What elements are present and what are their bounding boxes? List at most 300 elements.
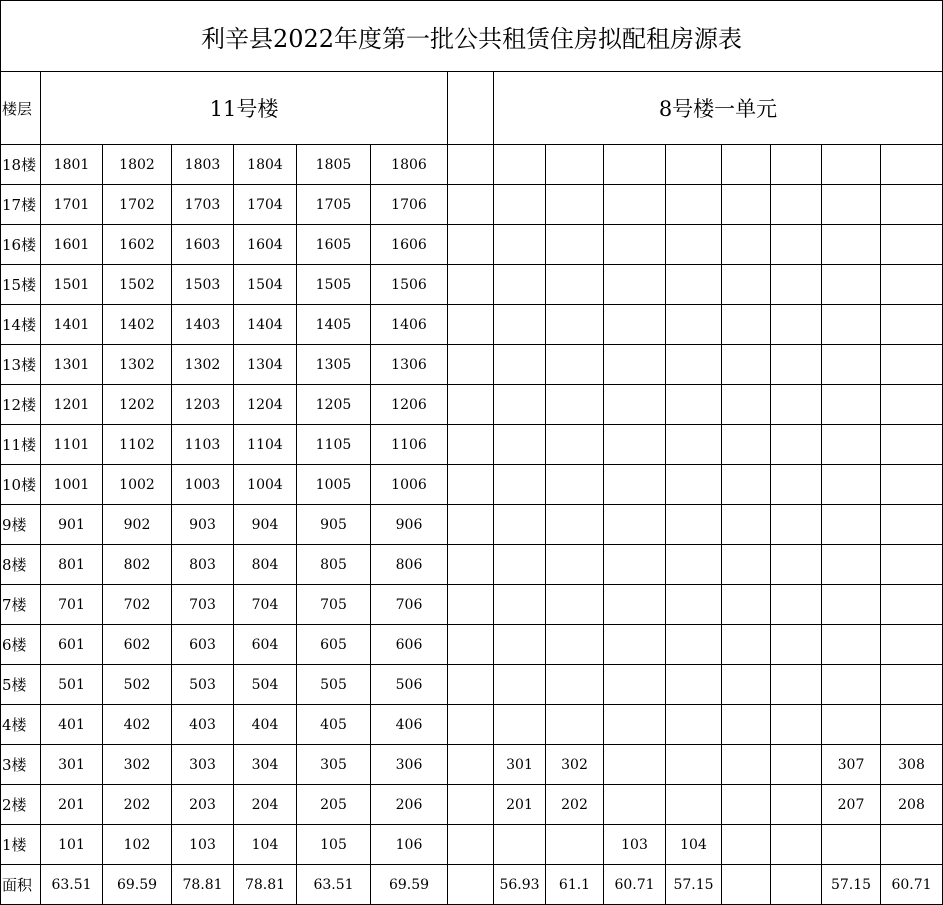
unit-cell	[666, 545, 722, 585]
area-cell: 78.81	[234, 865, 297, 905]
unit-cell	[494, 185, 546, 225]
unit-cell: 1401	[41, 305, 103, 345]
unit-cell	[722, 345, 771, 385]
unit-cell: 1705	[297, 185, 371, 225]
unit-cell: 1503	[172, 265, 234, 305]
gap-column	[448, 665, 494, 705]
unit-cell: 1803	[172, 145, 234, 185]
unit-cell	[771, 465, 822, 505]
floor-label: 7楼	[0, 585, 41, 625]
unit-cell: 704	[234, 585, 297, 625]
unit-cell: 606	[371, 625, 448, 665]
unit-cell: 1602	[103, 225, 172, 265]
building-8-unit-1-header: 8号楼一单元	[494, 72, 943, 145]
unit-cell	[881, 585, 943, 625]
unit-cell	[546, 545, 604, 585]
unit-cell	[494, 825, 546, 865]
unit-cell: 1105	[297, 425, 371, 465]
unit-cell	[771, 345, 822, 385]
unit-cell	[666, 785, 722, 825]
unit-cell	[666, 705, 722, 745]
unit-cell	[881, 305, 943, 345]
unit-cell: 102	[103, 825, 172, 865]
unit-cell: 307	[822, 745, 881, 785]
unit-cell	[722, 385, 771, 425]
unit-cell: 404	[234, 705, 297, 745]
gap-column	[448, 745, 494, 785]
unit-cell: 1302	[172, 345, 234, 385]
unit-cell: 1402	[103, 305, 172, 345]
unit-cell: 601	[41, 625, 103, 665]
unit-cell: 1505	[297, 265, 371, 305]
floor-label: 12楼	[0, 385, 41, 425]
unit-cell	[881, 265, 943, 305]
unit-cell	[604, 385, 666, 425]
unit-cell	[604, 145, 666, 185]
unit-cell	[722, 225, 771, 265]
unit-cell	[546, 505, 604, 545]
unit-cell: 1102	[103, 425, 172, 465]
unit-cell	[494, 385, 546, 425]
unit-cell: 1801	[41, 145, 103, 185]
unit-cell	[494, 545, 546, 585]
unit-cell	[604, 305, 666, 345]
unit-cell	[722, 585, 771, 625]
unit-cell: 201	[494, 785, 546, 825]
floor-label: 5楼	[0, 665, 41, 705]
unit-cell: 402	[103, 705, 172, 745]
unit-cell: 702	[103, 585, 172, 625]
unit-cell	[546, 305, 604, 345]
unit-cell	[494, 225, 546, 265]
unit-cell	[722, 465, 771, 505]
unit-cell: 1004	[234, 465, 297, 505]
unit-cell: 1205	[297, 385, 371, 425]
floor-label: 14楼	[0, 305, 41, 345]
unit-cell	[666, 145, 722, 185]
unit-cell	[771, 825, 822, 865]
unit-cell: 1002	[103, 465, 172, 505]
unit-cell	[722, 665, 771, 705]
unit-cell: 1706	[371, 185, 448, 225]
unit-cell: 705	[297, 585, 371, 625]
unit-cell	[822, 305, 881, 345]
unit-cell: 1201	[41, 385, 103, 425]
unit-cell	[604, 625, 666, 665]
unit-cell	[494, 705, 546, 745]
unit-cell	[494, 585, 546, 625]
unit-cell	[822, 185, 881, 225]
unit-cell: 504	[234, 665, 297, 705]
unit-cell	[546, 265, 604, 305]
unit-cell: 803	[172, 545, 234, 585]
gap-column	[448, 385, 494, 425]
unit-cell: 203	[172, 785, 234, 825]
floor-label: 6楼	[0, 625, 41, 665]
building-11-header: 11号楼	[41, 72, 448, 145]
unit-cell: 1702	[103, 185, 172, 225]
unit-cell	[666, 305, 722, 345]
unit-cell: 1502	[103, 265, 172, 305]
unit-cell: 104	[666, 825, 722, 865]
unit-cell: 1305	[297, 345, 371, 385]
gap-column	[448, 425, 494, 465]
floor-label: 1楼	[0, 825, 41, 865]
unit-cell	[881, 505, 943, 545]
gap-column	[448, 225, 494, 265]
area-cell	[722, 865, 771, 905]
unit-cell: 1202	[103, 385, 172, 425]
unit-cell	[604, 745, 666, 785]
unit-cell: 502	[103, 665, 172, 705]
unit-cell	[881, 425, 943, 465]
gap-column	[448, 265, 494, 305]
unit-cell	[494, 145, 546, 185]
floor-label: 16楼	[0, 225, 41, 265]
gap-column	[448, 345, 494, 385]
unit-cell	[604, 185, 666, 225]
gap-column	[448, 865, 494, 905]
unit-cell: 301	[41, 745, 103, 785]
unit-cell	[722, 705, 771, 745]
gap-column	[448, 465, 494, 505]
unit-cell: 205	[297, 785, 371, 825]
unit-cell: 1805	[297, 145, 371, 185]
unit-cell	[546, 465, 604, 505]
unit-cell: 1604	[234, 225, 297, 265]
gap-column	[448, 825, 494, 865]
unit-cell: 306	[371, 745, 448, 785]
unit-cell: 101	[41, 825, 103, 865]
gap-column	[448, 145, 494, 185]
unit-cell: 1603	[172, 225, 234, 265]
unit-cell: 701	[41, 585, 103, 625]
unit-cell: 406	[371, 705, 448, 745]
unit-cell	[771, 505, 822, 545]
unit-cell	[881, 465, 943, 505]
unit-cell	[494, 625, 546, 665]
unit-cell: 1003	[172, 465, 234, 505]
gap-column	[448, 705, 494, 745]
floor-label: 13楼	[0, 345, 41, 385]
unit-cell: 1605	[297, 225, 371, 265]
unit-cell: 1804	[234, 145, 297, 185]
unit-cell: 1206	[371, 385, 448, 425]
unit-cell	[881, 345, 943, 385]
unit-cell	[771, 425, 822, 465]
gap-column	[448, 785, 494, 825]
unit-cell: 1405	[297, 305, 371, 345]
unit-cell	[881, 185, 943, 225]
unit-cell: 305	[297, 745, 371, 785]
unit-cell	[822, 345, 881, 385]
unit-cell: 506	[371, 665, 448, 705]
unit-cell	[822, 265, 881, 305]
gap-column	[448, 72, 494, 145]
unit-cell	[546, 705, 604, 745]
unit-cell: 302	[546, 745, 604, 785]
unit-cell: 206	[371, 785, 448, 825]
unit-cell: 1404	[234, 305, 297, 345]
unit-cell	[494, 505, 546, 545]
unit-cell	[604, 225, 666, 265]
floor-label: 8楼	[0, 545, 41, 585]
unit-cell	[881, 665, 943, 705]
unit-cell: 207	[822, 785, 881, 825]
unit-cell	[604, 665, 666, 705]
unit-cell: 1802	[103, 145, 172, 185]
area-cell	[771, 865, 822, 905]
unit-cell: 202	[103, 785, 172, 825]
area-cell: 69.59	[371, 865, 448, 905]
unit-cell	[771, 145, 822, 185]
unit-cell: 104	[234, 825, 297, 865]
unit-cell	[604, 585, 666, 625]
unit-cell	[494, 305, 546, 345]
unit-cell	[771, 585, 822, 625]
unit-cell: 801	[41, 545, 103, 585]
unit-cell: 1703	[172, 185, 234, 225]
floor-label: 17楼	[0, 185, 41, 225]
unit-cell	[722, 265, 771, 305]
unit-cell: 805	[297, 545, 371, 585]
unit-cell	[822, 585, 881, 625]
unit-cell	[822, 825, 881, 865]
unit-cell: 1103	[172, 425, 234, 465]
unit-cell	[546, 625, 604, 665]
unit-cell	[822, 385, 881, 425]
unit-cell	[546, 425, 604, 465]
unit-cell	[722, 785, 771, 825]
area-cell: 78.81	[172, 865, 234, 905]
unit-cell	[666, 665, 722, 705]
gap-column	[448, 585, 494, 625]
area-cell: 61.1	[546, 865, 604, 905]
unit-cell	[722, 625, 771, 665]
unit-cell: 303	[172, 745, 234, 785]
unit-cell	[604, 465, 666, 505]
unit-cell: 605	[297, 625, 371, 665]
floor-label: 2楼	[0, 785, 41, 825]
unit-cell	[722, 825, 771, 865]
unit-cell: 706	[371, 585, 448, 625]
unit-cell	[604, 265, 666, 305]
unit-cell	[546, 225, 604, 265]
unit-cell: 1504	[234, 265, 297, 305]
unit-cell	[666, 465, 722, 505]
floor-label: 9楼	[0, 505, 41, 545]
unit-cell: 1005	[297, 465, 371, 505]
gap-column	[448, 185, 494, 225]
unit-cell: 1006	[371, 465, 448, 505]
unit-cell: 1501	[41, 265, 103, 305]
unit-cell	[771, 665, 822, 705]
unit-cell: 405	[297, 705, 371, 745]
unit-cell: 204	[234, 785, 297, 825]
unit-cell	[604, 705, 666, 745]
unit-cell	[822, 465, 881, 505]
unit-cell	[822, 145, 881, 185]
unit-cell	[604, 425, 666, 465]
unit-cell: 1101	[41, 425, 103, 465]
unit-cell: 105	[297, 825, 371, 865]
unit-cell: 806	[371, 545, 448, 585]
area-cell: 69.59	[103, 865, 172, 905]
unit-cell: 901	[41, 505, 103, 545]
unit-cell	[722, 305, 771, 345]
unit-cell: 905	[297, 505, 371, 545]
gap-column	[448, 505, 494, 545]
unit-cell	[822, 665, 881, 705]
unit-cell: 1403	[172, 305, 234, 345]
unit-cell	[881, 145, 943, 185]
unit-cell: 1204	[234, 385, 297, 425]
unit-cell	[546, 185, 604, 225]
unit-cell	[546, 825, 604, 865]
unit-cell: 904	[234, 505, 297, 545]
unit-cell	[771, 385, 822, 425]
unit-cell: 1001	[41, 465, 103, 505]
floor-label: 面积	[0, 865, 41, 905]
unit-cell	[771, 745, 822, 785]
area-cell: 63.51	[297, 865, 371, 905]
unit-cell	[666, 385, 722, 425]
unit-cell	[881, 385, 943, 425]
unit-cell: 202	[546, 785, 604, 825]
unit-cell	[666, 225, 722, 265]
unit-cell	[822, 225, 881, 265]
unit-cell: 603	[172, 625, 234, 665]
unit-cell	[494, 665, 546, 705]
unit-cell	[771, 225, 822, 265]
unit-cell: 1806	[371, 145, 448, 185]
area-cell: 60.71	[604, 865, 666, 905]
unit-cell: 1106	[371, 425, 448, 465]
gap-column	[448, 305, 494, 345]
unit-cell: 1104	[234, 425, 297, 465]
unit-cell	[722, 545, 771, 585]
unit-cell	[822, 545, 881, 585]
unit-cell	[771, 625, 822, 665]
unit-cell: 208	[881, 785, 943, 825]
unit-cell: 1304	[234, 345, 297, 385]
unit-cell	[822, 625, 881, 665]
unit-cell	[666, 265, 722, 305]
floor-label: 11楼	[0, 425, 41, 465]
unit-cell: 703	[172, 585, 234, 625]
gap-column	[448, 545, 494, 585]
unit-cell	[494, 465, 546, 505]
unit-cell: 302	[103, 745, 172, 785]
unit-cell	[546, 385, 604, 425]
unit-cell: 1601	[41, 225, 103, 265]
unit-cell	[666, 345, 722, 385]
unit-cell	[666, 745, 722, 785]
floor-label: 3楼	[0, 745, 41, 785]
unit-cell	[822, 505, 881, 545]
unit-cell: 903	[172, 505, 234, 545]
unit-cell	[771, 305, 822, 345]
unit-cell: 1302	[103, 345, 172, 385]
unit-cell	[771, 785, 822, 825]
floor-label: 10楼	[0, 465, 41, 505]
unit-cell	[881, 225, 943, 265]
unit-cell	[546, 585, 604, 625]
unit-cell: 503	[172, 665, 234, 705]
unit-cell: 1704	[234, 185, 297, 225]
unit-cell: 804	[234, 545, 297, 585]
unit-cell	[604, 545, 666, 585]
unit-cell: 505	[297, 665, 371, 705]
unit-cell: 103	[172, 825, 234, 865]
unit-cell	[546, 665, 604, 705]
unit-cell	[494, 265, 546, 305]
floor-label: 15楼	[0, 265, 41, 305]
unit-cell	[822, 705, 881, 745]
unit-cell	[722, 145, 771, 185]
gap-column	[448, 625, 494, 665]
unit-cell: 301	[494, 745, 546, 785]
unit-cell: 1306	[371, 345, 448, 385]
unit-cell: 403	[172, 705, 234, 745]
floor-column-header: 楼层	[0, 72, 41, 145]
unit-cell	[666, 585, 722, 625]
unit-cell	[494, 425, 546, 465]
unit-cell: 106	[371, 825, 448, 865]
unit-cell	[881, 625, 943, 665]
unit-cell: 501	[41, 665, 103, 705]
unit-cell	[666, 425, 722, 465]
area-cell: 57.15	[822, 865, 881, 905]
floor-label: 18楼	[0, 145, 41, 185]
unit-cell: 1506	[371, 265, 448, 305]
area-cell: 60.71	[881, 865, 943, 905]
floor-label: 4楼	[0, 705, 41, 745]
unit-cell	[771, 545, 822, 585]
unit-cell: 1203	[172, 385, 234, 425]
unit-cell: 604	[234, 625, 297, 665]
unit-cell: 1701	[41, 185, 103, 225]
unit-cell	[666, 185, 722, 225]
unit-cell: 1301	[41, 345, 103, 385]
unit-cell	[722, 505, 771, 545]
unit-cell	[604, 345, 666, 385]
unit-cell: 1606	[371, 225, 448, 265]
unit-cell	[666, 625, 722, 665]
area-cell: 56.93	[494, 865, 546, 905]
unit-cell: 308	[881, 745, 943, 785]
unit-cell: 902	[103, 505, 172, 545]
unit-cell	[546, 345, 604, 385]
unit-cell	[604, 505, 666, 545]
unit-cell: 906	[371, 505, 448, 545]
area-cell: 63.51	[41, 865, 103, 905]
unit-cell	[546, 145, 604, 185]
unit-cell	[666, 505, 722, 545]
unit-cell	[722, 745, 771, 785]
unit-cell: 802	[103, 545, 172, 585]
unit-cell	[722, 425, 771, 465]
unit-cell	[822, 425, 881, 465]
unit-cell: 401	[41, 705, 103, 745]
unit-cell	[881, 825, 943, 865]
area-cell: 57.15	[666, 865, 722, 905]
unit-cell: 1406	[371, 305, 448, 345]
unit-cell: 103	[604, 825, 666, 865]
unit-cell	[771, 705, 822, 745]
unit-cell	[881, 545, 943, 585]
unit-cell	[771, 265, 822, 305]
